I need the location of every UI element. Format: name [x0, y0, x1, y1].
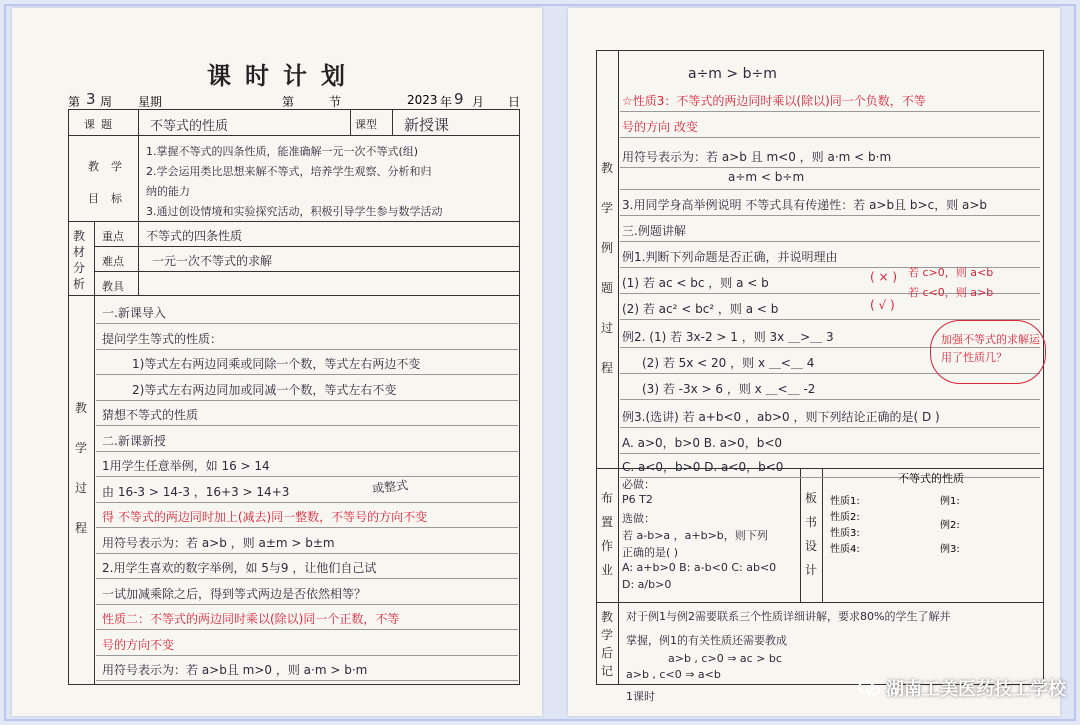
board-item: 性质3:	[830, 528, 860, 539]
rule-line	[620, 111, 1040, 112]
content-line: 例2. (1) 若 3x-2 > 1 ，则 3x ＿>＿ 3	[622, 330, 834, 344]
rule-line	[96, 655, 518, 656]
board-label: 板书设计	[804, 491, 817, 577]
table-top-border	[68, 109, 520, 110]
reflection-line: a>b , c>0 ⇒ ac > bc	[668, 652, 782, 665]
rule-line	[96, 374, 518, 375]
content-line: 用符号表示为：若 a>b ，则 a±m > b±m	[102, 535, 335, 550]
content-line: 得 不等式的两边同时加上(减去)同一整数，不等号的方向不变	[102, 510, 428, 524]
goal-line: 纳的能力	[146, 185, 190, 198]
type-value: 新授课	[404, 116, 450, 134]
rule-line	[96, 425, 518, 426]
content-line: 一试加减乘除之后，得到等式两边是否依然相等？	[102, 586, 367, 601]
ex1-mark-2: ( √ )	[870, 298, 895, 312]
content-line: 由 16-3 > 14-3 ，16+3 > 14+3	[102, 484, 290, 499]
rule-line	[96, 349, 518, 350]
header-di: 第	[68, 95, 81, 109]
right-page	[568, 8, 1060, 716]
material-label: 教材分析	[72, 229, 85, 291]
wechat-icon	[858, 680, 880, 696]
homework-line: D: a/b>0	[622, 578, 672, 591]
content-line: 一.新课导入	[102, 306, 166, 320]
ex1-note-1: 若 c>0，则 a<b	[908, 266, 994, 279]
content-line: A. a>0，b>0 B. a>0，b<0	[622, 436, 783, 450]
header-xingqi: 星期	[138, 95, 163, 109]
content-line: 号的方向不变	[102, 637, 175, 652]
board-item: 性质1:	[830, 496, 860, 507]
header-yue: 月	[472, 95, 485, 109]
rule-line	[620, 167, 1040, 168]
board-example: 例2:	[940, 520, 960, 531]
difficult-value: 一元一次不等式的求解	[152, 254, 273, 268]
board-example: 例3:	[940, 544, 960, 555]
content-line: 1用学生任意举例，如 16 > 14	[102, 459, 270, 473]
tools-label: 教具	[102, 280, 124, 293]
content-line: 3.用同学身高举例说明 不等式具有传递性：若 a>b且 b>c，则 a>b	[622, 198, 988, 212]
rule-line	[96, 604, 518, 605]
rule-line	[620, 453, 1040, 454]
key-label: 重点	[102, 230, 124, 243]
content-line: C. a<0，b>0 D. a<0，b<0	[622, 460, 784, 474]
content-line: 2.用学生喜欢的数字举例，如 5与9 ，让他们自己试	[102, 561, 377, 575]
difficult-label: 难点	[102, 255, 124, 268]
content-line: a÷m < b÷m	[728, 170, 805, 184]
header-week-num: 3	[86, 90, 96, 108]
content-line: (2) 若 5x < 20 ，则 x ＿<＿ 4	[642, 356, 815, 370]
homework-line: 正确的是( )	[622, 546, 679, 559]
bubble	[930, 320, 1046, 384]
reflection-label: 教学后记	[600, 610, 613, 678]
header-zhou: 周	[100, 95, 113, 109]
homework-line: 选做：	[622, 512, 655, 525]
header-month: 9	[454, 90, 464, 108]
content-line: 例1.判断下列命题是否正确，并说明理由	[622, 250, 838, 264]
content-line: 用符号表示为：若 a>b且 m>0 ，则 a·m > b·m	[102, 663, 368, 677]
content-line: (1) 若 ac < bc ，则 a < b	[622, 276, 769, 290]
board-item: 性质4:	[830, 544, 860, 555]
goal-line: 1.掌握不等式的四条性质，能准确解一元一次不等式(组)	[146, 145, 419, 158]
header-nian: 年	[440, 95, 453, 109]
goal-line: 3.通过创设情境和实验探究活动，积极引导学生参与数学活动	[146, 205, 443, 218]
watermark	[858, 675, 1066, 701]
reflection-line: 对于例1与例2需要联系三个性质详细讲解，要求80%的学生了解并	[626, 610, 951, 623]
content-line: 猜想不等式的性质	[102, 408, 199, 422]
content-line: 提问学生等式的性质：	[102, 331, 223, 346]
homework-line: 若 a-b>a ，a+b>b，则下列	[622, 529, 768, 542]
content-line: 2)等式左右两边同加或同减一个数，等式左右不变	[132, 382, 397, 397]
reflection-line: 1课时	[626, 690, 655, 703]
header-di-jie: 第	[282, 95, 295, 109]
goals-label-1: 教学	[88, 160, 134, 173]
process-label: 教学过程	[74, 401, 87, 535]
homework-line: P6 T2	[622, 493, 653, 506]
header-year: 2023	[407, 93, 438, 107]
rule-line	[96, 476, 518, 477]
reflection-line: 掌握，例1的有关性质还需要教成	[626, 634, 787, 647]
topic-value: 不等式的性质	[150, 119, 229, 134]
rule-line	[620, 477, 1040, 478]
homework-line: A: a+b>0 B: a-b<0 C: ab<0	[622, 561, 777, 574]
type-label: 课型	[355, 118, 377, 131]
content-line: 用符号表示为：若 a>b 且 m<0 ，则 a·m < b·m	[622, 150, 892, 164]
rule-line	[96, 553, 518, 554]
table-left-border	[68, 109, 69, 684]
rule-line	[620, 189, 1040, 190]
content-line: ☆性质3：不等式的两边同时乘以(除以)同一个负数，不等	[622, 94, 926, 108]
rule-line	[96, 629, 518, 630]
rule-line	[96, 323, 518, 324]
rule-line	[620, 215, 1040, 216]
content-line: 例3.(选讲) 若 a+b<0 ，ab>0 ，则下列结论正确的是( D )	[622, 410, 940, 424]
watermark-text: 湖南工美医药技工学校	[886, 679, 1066, 700]
board-item: 性质2:	[830, 512, 860, 523]
rule-line	[620, 399, 1040, 400]
rule-line	[620, 241, 1040, 242]
rule-line	[96, 578, 518, 579]
goals-label-2: 目标	[88, 192, 134, 205]
content-line: 性质二：不等式的两边同时乘以(除以)同一个正数，不等	[102, 612, 400, 626]
bubble-text: 加强不等式的求解运用了性质几？	[941, 333, 1040, 364]
header-jie: 节	[329, 95, 342, 109]
rule-line	[620, 137, 1040, 138]
rule-line	[96, 502, 518, 503]
key-value: 不等式的四条性质	[146, 229, 243, 243]
rule-line	[96, 527, 518, 528]
content-line: 号的方向 改变	[622, 120, 698, 134]
homework-line: 必做：	[622, 478, 655, 491]
board-title: 不等式的性质	[898, 472, 964, 485]
rule-line	[620, 427, 1040, 428]
header-ri: 日	[508, 95, 521, 109]
topic-label: 课题	[84, 118, 118, 131]
rule-line	[96, 400, 518, 401]
annotation: 或整式	[371, 478, 409, 496]
homework-label: 布置作业	[600, 491, 613, 577]
content-line: 三.例题讲解	[622, 224, 686, 238]
content-line: 二.新课新授	[102, 433, 166, 448]
page-title: 课时计划	[207, 61, 359, 90]
board-example: 例1:	[940, 496, 960, 507]
content-line: (3) 若 -3x > 6 ，则 x ＿<＿ -2	[642, 382, 816, 396]
rule-line	[96, 451, 518, 452]
goal-line: 2.学会运用类比思想来解不等式，培养学生观察、分析和归	[146, 165, 432, 178]
ex1-note-2: 若 c<0，则 a>b	[908, 286, 994, 299]
content-line: 1)等式左右两边同乘或同除一个数，等式左右两边不变	[132, 357, 421, 371]
reflection-line: a>b , c<0 ⇒ a<b	[626, 668, 721, 681]
ex1-mark-1: ( × )	[870, 270, 898, 284]
teaching-label: 教学例题过程	[600, 161, 613, 375]
left-page	[12, 8, 542, 716]
top-formula: a÷m > b÷m	[688, 66, 777, 82]
content-line: (2) 若 ac² < bc² ，则 a < b	[622, 302, 779, 316]
rule-line	[96, 680, 518, 681]
